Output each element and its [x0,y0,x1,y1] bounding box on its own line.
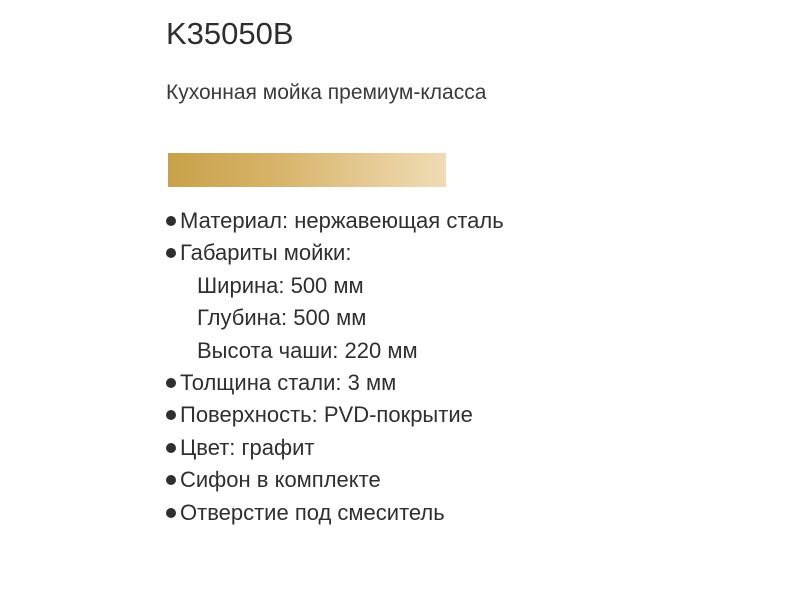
spec-item [166,432,504,464]
spec-text: Ширина: 500 мм [197,272,364,298]
spec-item [166,497,504,529]
bullet-icon [166,216,176,226]
product-model-title: K35050B [166,16,294,51]
spec-item [166,205,504,237]
bullet-icon [166,443,176,453]
bullet-icon [166,248,176,258]
spec-item [166,367,504,399]
spec-text: Высота чаши: 220 мм [197,337,418,363]
spec-list [166,205,504,529]
bullet-icon [166,508,176,518]
spec-text: Сифон в комплекте [180,467,381,493]
product-subtitle: Кухонная мойка премиум-класса [166,81,487,104]
spec-subitem [166,270,504,302]
spec-item [166,237,504,269]
bullet-icon [166,378,176,388]
spec-text: Материал: нержавеющая сталь [180,208,504,233]
spec-item [166,399,504,431]
bullet-icon [166,475,176,485]
spec-text: Поверхность: PVD-покрытие [180,402,473,428]
spec-item [166,464,504,496]
spec-text: Габариты мойки: [180,240,352,266]
bullet-icon [166,410,176,420]
spec-text: Толщина стали: 3 мм [180,370,397,396]
accent-gradient-bar [168,153,446,187]
spec-text: Цвет: графит [180,434,315,460]
spec-subitem [166,302,504,334]
spec-text: Глубина: 500 мм [197,305,367,331]
spec-text: Отверстие под смеситель [180,499,445,525]
spec-subitem [166,335,504,367]
